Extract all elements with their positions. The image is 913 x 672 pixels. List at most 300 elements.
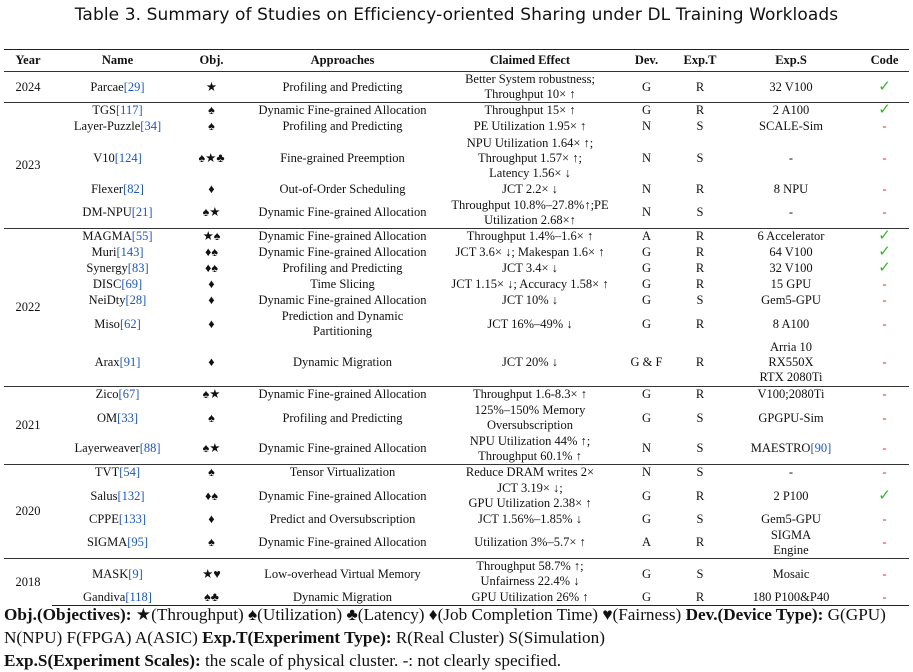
header-expt: Exp.T (678, 50, 722, 72)
citation-ref: [55] (131, 229, 153, 244)
year-cell: 2018 (4, 559, 52, 606)
experiment-type: S (696, 205, 704, 220)
effect-line: Utilization 2.68×↑ (484, 212, 576, 227)
approach-cell (240, 198, 445, 229)
citation-ref: [29] (123, 79, 145, 94)
experiment-type: R (678, 72, 722, 103)
approach-cell (240, 245, 445, 261)
experiment-type: S (696, 441, 704, 456)
experiment-scale-cell (722, 340, 860, 387)
experiment-scale-line: 2 A100 (772, 103, 810, 118)
device-type: G (641, 245, 652, 259)
objective-symbols: ★ (183, 72, 240, 103)
code-unavailable-mark: - (860, 465, 909, 481)
legend-exps-label: Exp.S(Experiment Scales): (4, 651, 201, 670)
approach-line: Dynamic Migration (293, 355, 392, 370)
effect-line: Better System robustness; (465, 72, 595, 86)
approach-line: Profiling and Predicting (282, 261, 403, 275)
study-name: TGS (92, 103, 116, 118)
approach-cell (240, 465, 445, 481)
citation-ref: [54] (119, 465, 141, 480)
approach-line: Profiling and Predicting (282, 410, 403, 425)
experiment-scale-cell (722, 245, 860, 261)
objective-symbols: ♦ (208, 182, 215, 196)
experiment-scale-line: Gem5-GPU (761, 512, 821, 526)
effect-line: JCT 16%–49% ↓ (487, 316, 573, 331)
table-row (4, 182, 909, 198)
effect-line: NPU Utilization 44% ↑; (469, 433, 591, 448)
effect-line: Throughput 10× ↑ (484, 87, 576, 101)
study-name: Layer-Puzzle (73, 119, 141, 133)
study-name: CPPE (89, 512, 119, 526)
effect-line: JCT 1.15× ↓; Accuracy 1.58× ↑ (451, 277, 609, 291)
table-row (4, 340, 909, 387)
effect-line: Throughput 10.8%–27.8%↑;PE (451, 197, 609, 212)
legend-expt-label: Exp.T(Experiment Type): (202, 628, 392, 647)
header-approaches: Approaches (240, 50, 445, 72)
code-unavailable-mark: - (882, 277, 887, 291)
name-cell (52, 182, 183, 198)
objective-symbols: ♠ (183, 465, 240, 481)
effect-cell (445, 72, 615, 103)
citation-ref: [62] (119, 316, 141, 331)
experiment-scale-line: 32 V100 (769, 261, 813, 275)
experiment-scale-line: - (788, 205, 794, 220)
objective-symbols: ★♥ (183, 559, 240, 590)
table-row (4, 528, 909, 559)
experiment-scale-line: - (788, 150, 794, 165)
effect-line: Throughput 1.57× ↑; (478, 150, 582, 165)
objective-symbols: ♦ (208, 277, 215, 291)
approach-cell (240, 340, 445, 387)
effect-cell (445, 340, 615, 387)
code-unavailable-mark: - (860, 387, 909, 403)
effect-line: Throughput 1.4%–1.6× ↑ (466, 229, 594, 244)
experiment-type: R (695, 535, 705, 550)
citation-ref: [117] (116, 103, 143, 118)
approach-cell (240, 72, 445, 103)
citation-ref: [91] (119, 355, 141, 370)
approach-line: Dynamic Fine-grained Allocation (258, 535, 427, 550)
table-row (4, 293, 909, 309)
device-type: G (615, 590, 678, 606)
effect-line: JCT 10% ↓ (501, 293, 559, 307)
objective-symbols: ♠ (183, 103, 240, 119)
code-available-icon: ✓ (860, 72, 909, 103)
device-type: A (615, 229, 678, 245)
study-name: OM (97, 410, 118, 425)
citation-ref: [82] (123, 182, 144, 196)
table-row (4, 245, 909, 261)
approach-cell (240, 481, 445, 512)
table-row (4, 512, 909, 528)
approach-cell (240, 229, 445, 245)
experiment-type: R (695, 488, 705, 503)
name-cell (52, 229, 183, 245)
header-obj: Obj. (183, 50, 240, 72)
year-cell: 2023 (4, 103, 52, 229)
effect-cell (445, 387, 615, 403)
year-cell: 2020 (4, 465, 52, 559)
study-name: TVT (94, 465, 120, 480)
objective-symbols: ♠ (208, 535, 215, 550)
experiment-scale-line: 8 NPU (773, 182, 809, 196)
code-unavailable-mark: - (882, 293, 887, 307)
study-name: Synergy (86, 261, 128, 275)
legend (4, 603, 909, 672)
code-available-icon: ✓ (878, 260, 891, 276)
device-type: A (641, 535, 652, 550)
study-name: MAGMA (82, 229, 132, 244)
experiment-scale-cell (722, 434, 860, 465)
study-name: Zico (95, 387, 119, 402)
table-row (4, 261, 909, 277)
study-name: DM-NPU (82, 205, 132, 220)
approach-cell (240, 387, 445, 403)
citation-ref: [143] (116, 245, 144, 259)
effect-cell (445, 245, 615, 261)
study-name: V10 (93, 150, 115, 165)
objective-symbols: ♦♠ (204, 245, 219, 259)
citation-ref: [34] (140, 119, 162, 133)
header-year: Year (4, 50, 52, 72)
effect-cell (445, 261, 615, 277)
study-name: MASK (92, 566, 129, 581)
effect-cell (445, 559, 615, 590)
objective-symbols: ♦ (208, 293, 215, 307)
study-name: Muri (91, 245, 117, 259)
code-available-icon: ✓ (860, 103, 909, 119)
approach-cell (240, 103, 445, 119)
citation-ref: [9] (128, 566, 143, 581)
approach-line: Fine-grained Preemption (280, 150, 405, 165)
experiment-type: R (695, 355, 705, 370)
legend-dev-label: Dev.(Device Type): (685, 605, 824, 624)
code-unavailable-mark: - (882, 441, 887, 456)
code-unavailable-mark: - (882, 119, 887, 133)
approach-cell (240, 119, 445, 135)
year-cell: 2022 (4, 229, 52, 387)
experiment-scale-line: 8 A100 (772, 316, 810, 331)
effect-line: GPU Utilization 2.38× ↑ (468, 496, 592, 510)
year-cell: 2024 (4, 72, 52, 103)
name-cell (52, 403, 183, 434)
effect-line: Oversubscription (486, 418, 574, 432)
code-unavailable-mark: - (882, 150, 887, 165)
name-cell (52, 245, 183, 261)
experiment-scale-line: 32 V100 (769, 79, 813, 94)
effect-line: JCT 3.4× ↓ (502, 261, 558, 275)
experiment-scale-cell (722, 403, 860, 434)
effect-line: Unfairness 22.4% ↓ (480, 574, 580, 589)
name-cell (52, 387, 183, 403)
approach-line: Prediction and Dynamic (281, 309, 404, 323)
approach-cell (240, 261, 445, 277)
experiment-scale-line: Gem5-GPU (761, 293, 821, 307)
experiment-scale-line: SIGMA (770, 527, 812, 542)
name-cell (52, 135, 183, 182)
approach-cell (240, 403, 445, 434)
experiment-type: R (695, 261, 705, 275)
table-row (4, 103, 909, 119)
device-type: G (615, 72, 678, 103)
experiment-type: R (695, 245, 705, 259)
effect-line: JCT 3.19× ↓; (497, 481, 563, 495)
experiment-scale-line: SCALE-Sim (759, 119, 823, 133)
device-type: N (615, 465, 678, 481)
experiment-type: S (678, 559, 722, 590)
objective-symbols: ♦♠ (204, 488, 219, 503)
device-type: N (641, 441, 652, 456)
experiment-scale-cell (722, 512, 860, 528)
header-dev: Dev. (615, 50, 678, 72)
experiment-type: S (696, 150, 704, 165)
effect-cell (445, 135, 615, 182)
objective-symbols: ♦ (208, 512, 215, 526)
code-unavailable-mark: - (882, 205, 887, 220)
citation-ref: [132] (117, 488, 145, 503)
citation-ref: [67] (118, 387, 140, 402)
experiment-scale-cell (722, 465, 860, 481)
experiment-scale-line: MAESTRO (750, 441, 811, 456)
citation-ref: [28] (125, 293, 147, 307)
effect-line: Reduce DRAM writes 2× (465, 465, 595, 480)
effect-cell (445, 309, 615, 340)
objective-symbols: ♠♣ (183, 590, 240, 606)
effect-cell (445, 465, 615, 481)
effect-cell (445, 229, 615, 245)
experiment-scale-line: Arria 10 (770, 340, 812, 355)
code-unavailable-mark: - (860, 590, 909, 606)
approach-line: Dynamic Fine-grained Allocation (258, 488, 427, 503)
approach-line: Dynamic Migration (293, 589, 392, 604)
experiment-scale-cell (722, 277, 860, 293)
experiment-scale-cell (722, 198, 860, 229)
header-effect: Claimed Effect (445, 50, 615, 72)
name-cell (52, 293, 183, 309)
approach-cell (240, 277, 445, 293)
study-name: Layerweaver (74, 441, 140, 456)
table-row (4, 72, 909, 103)
effect-cell (445, 198, 615, 229)
study-name: DISC (92, 277, 122, 291)
effect-line: NPU Utilization 1.64× ↑; (466, 135, 594, 150)
citation-ref: [90] (810, 441, 832, 456)
study-name: Parcae (90, 79, 124, 94)
experiment-type: S (696, 293, 704, 307)
experiment-scale-cell (722, 481, 860, 512)
experiment-scale-line: 6 Accelerator (757, 229, 825, 244)
experiment-scale-cell (722, 387, 860, 403)
table-row (4, 277, 909, 293)
experiment-scale-cell (722, 261, 860, 277)
effect-line: PE Utilization 1.95× ↑ (473, 119, 587, 133)
effect-cell (445, 293, 615, 309)
legend-dev-text: G(GPU) N(NPU) F(FPGA) A(ASIC) (4, 605, 886, 647)
code-unavailable-mark: - (882, 410, 887, 425)
code-unavailable-mark: - (882, 355, 887, 370)
table-body (4, 72, 909, 606)
citation-ref: [69] (121, 277, 143, 291)
objective-symbols: ♦ (208, 355, 215, 370)
effect-cell (445, 434, 615, 465)
experiment-scale-cell (722, 293, 860, 309)
citation-ref: [33] (117, 410, 138, 425)
effect-cell (445, 403, 615, 434)
approach-cell (240, 559, 445, 590)
name-cell (52, 512, 183, 528)
objective-symbols: ♠ (208, 410, 215, 425)
effect-line: JCT 3.6× ↓; Makespan 1.6× ↑ (455, 245, 605, 259)
objective-symbols: ♠★ (202, 441, 221, 456)
experiment-type: S (678, 465, 722, 481)
table-row (4, 481, 909, 512)
objective-symbols: ♠ (208, 119, 215, 133)
experiment-type: R (695, 316, 705, 331)
approach-line: Dynamic Fine-grained Allocation (258, 387, 427, 402)
effect-line: Latency 1.56× ↓ (489, 165, 571, 180)
citation-ref: [118] (125, 589, 152, 604)
approach-line: Dynamic Fine-grained Allocation (258, 293, 427, 307)
code-unavailable-mark: - (882, 535, 887, 550)
experiment-scale-cell (722, 182, 860, 198)
name-cell (52, 277, 183, 293)
effect-line: GPU Utilization 26% ↑ (471, 589, 589, 604)
header-row (4, 50, 909, 72)
approach-cell (240, 293, 445, 309)
experiment-scale-line: Engine (773, 542, 809, 557)
code-unavailable-mark: - (882, 182, 887, 196)
experiment-scale-line: 180 P100&P40 (752, 589, 830, 604)
code-available-icon: ✓ (878, 244, 891, 260)
table-row (4, 465, 909, 481)
objective-symbols: ♠★ (202, 205, 221, 220)
objective-symbols: ♦ (208, 316, 215, 331)
effect-line: Throughput 1.6-8.3× ↑ (473, 387, 587, 402)
approach-line: Profiling and Predicting (282, 79, 403, 94)
device-type: G (641, 316, 652, 331)
effect-line: JCT 1.56%–1.85% ↓ (478, 512, 582, 526)
approach-line: Partitioning (312, 324, 373, 338)
approach-line: Dynamic Fine-grained Allocation (258, 229, 427, 244)
header-code: Code (860, 50, 909, 72)
citation-ref: [95] (127, 535, 149, 550)
table-row (4, 387, 909, 403)
device-type: G (641, 277, 652, 291)
name-cell (52, 528, 183, 559)
device-type: N (641, 150, 652, 165)
approach-line: Time Slicing (310, 277, 375, 291)
year-cell: 2021 (4, 387, 52, 465)
device-type: G (615, 387, 678, 403)
study-name: Arax (94, 355, 120, 370)
study-name: Gandiva (83, 589, 126, 604)
table-row (4, 198, 909, 229)
experiment-scale-cell (722, 528, 860, 559)
device-type: G & F (630, 355, 663, 370)
approach-line: Predict and Oversubscription (269, 512, 416, 526)
experiment-type: R (678, 387, 722, 403)
approach-line: Low-overhead Virtual Memory (264, 566, 421, 581)
approach-line: Profiling and Predicting (282, 119, 403, 133)
study-name: Salus (90, 488, 118, 503)
device-type: G (641, 488, 652, 503)
effect-cell (445, 277, 615, 293)
legend-obj-text: ★(Throughput) ♠(Utilization) ♣(Latency) ♦(Job Completion Time) ♥(Fairness) (135, 605, 682, 624)
experiment-scale-line: GPGPU-Sim (758, 410, 824, 425)
name-cell (52, 103, 183, 119)
objective-symbols: ♠★♣ (198, 150, 225, 165)
effect-cell (445, 182, 615, 198)
legend-exps-text: the scale of physical cluster. -: not clearly specified. (205, 651, 562, 670)
effect-line: 125%–150% Memory (474, 403, 586, 417)
code-unavailable-mark: - (882, 316, 887, 331)
effect-line: Throughput 58.7% ↑; (476, 559, 584, 574)
experiment-type: R (678, 103, 722, 119)
study-name: Flexer (91, 182, 124, 196)
effect-line: Utilization 3%–5.7× ↑ (474, 535, 586, 550)
code-unavailable-mark: - (882, 512, 887, 526)
experiment-scale-line: 2 P100 (773, 488, 809, 503)
device-type: N (641, 119, 652, 133)
table-row (4, 309, 909, 340)
device-type: G (641, 293, 652, 307)
experiment-type: S (696, 410, 704, 425)
device-type: N (641, 205, 652, 220)
legend-obj-label: Obj.(Objectives): (4, 605, 132, 624)
experiment-scale-line: 15 GPU (770, 277, 812, 291)
experiment-type: S (696, 512, 704, 526)
citation-ref: [88] (139, 441, 161, 456)
name-cell (52, 198, 183, 229)
approach-line: Tensor Virtualization (289, 465, 396, 480)
citation-ref: [83] (127, 261, 149, 275)
approach-cell (240, 512, 445, 528)
effect-line: JCT 20% ↓ (501, 355, 559, 370)
name-cell (52, 119, 183, 135)
device-type: G (615, 103, 678, 119)
experiment-scale-cell (722, 135, 860, 182)
approach-cell (240, 309, 445, 340)
citation-ref: [124] (114, 150, 142, 165)
citation-ref: [133] (118, 512, 146, 526)
name-cell (52, 465, 183, 481)
effect-line: Throughput 60.1% ↑ (478, 448, 582, 463)
legend-expt-text: R(Real Cluster) S(Simulation) (395, 628, 605, 647)
code-available-icon: ✓ (878, 487, 891, 504)
experiment-scale-line: - (788, 465, 794, 480)
name-cell (52, 340, 183, 387)
approach-line: Dynamic Fine-grained Allocation (258, 441, 427, 456)
effect-cell (445, 512, 615, 528)
experiment-type: R (678, 590, 722, 606)
approach-cell (240, 434, 445, 465)
effect-cell (445, 119, 615, 135)
study-name: Miso (94, 316, 120, 331)
experiment-scale-cell (722, 119, 860, 135)
name-cell (52, 72, 183, 103)
device-type: G (615, 559, 678, 590)
header-exps: Exp.S (722, 50, 860, 72)
studies-table (4, 49, 909, 606)
approach-line: Dynamic Fine-grained Allocation (258, 103, 427, 118)
approach-cell (240, 135, 445, 182)
effect-cell (445, 103, 615, 119)
table-row (4, 559, 909, 590)
approach-line: Dynamic Fine-grained Allocation (258, 245, 427, 259)
code-unavailable-mark: - (860, 559, 909, 590)
objective-symbols: ★♠ (183, 229, 240, 245)
